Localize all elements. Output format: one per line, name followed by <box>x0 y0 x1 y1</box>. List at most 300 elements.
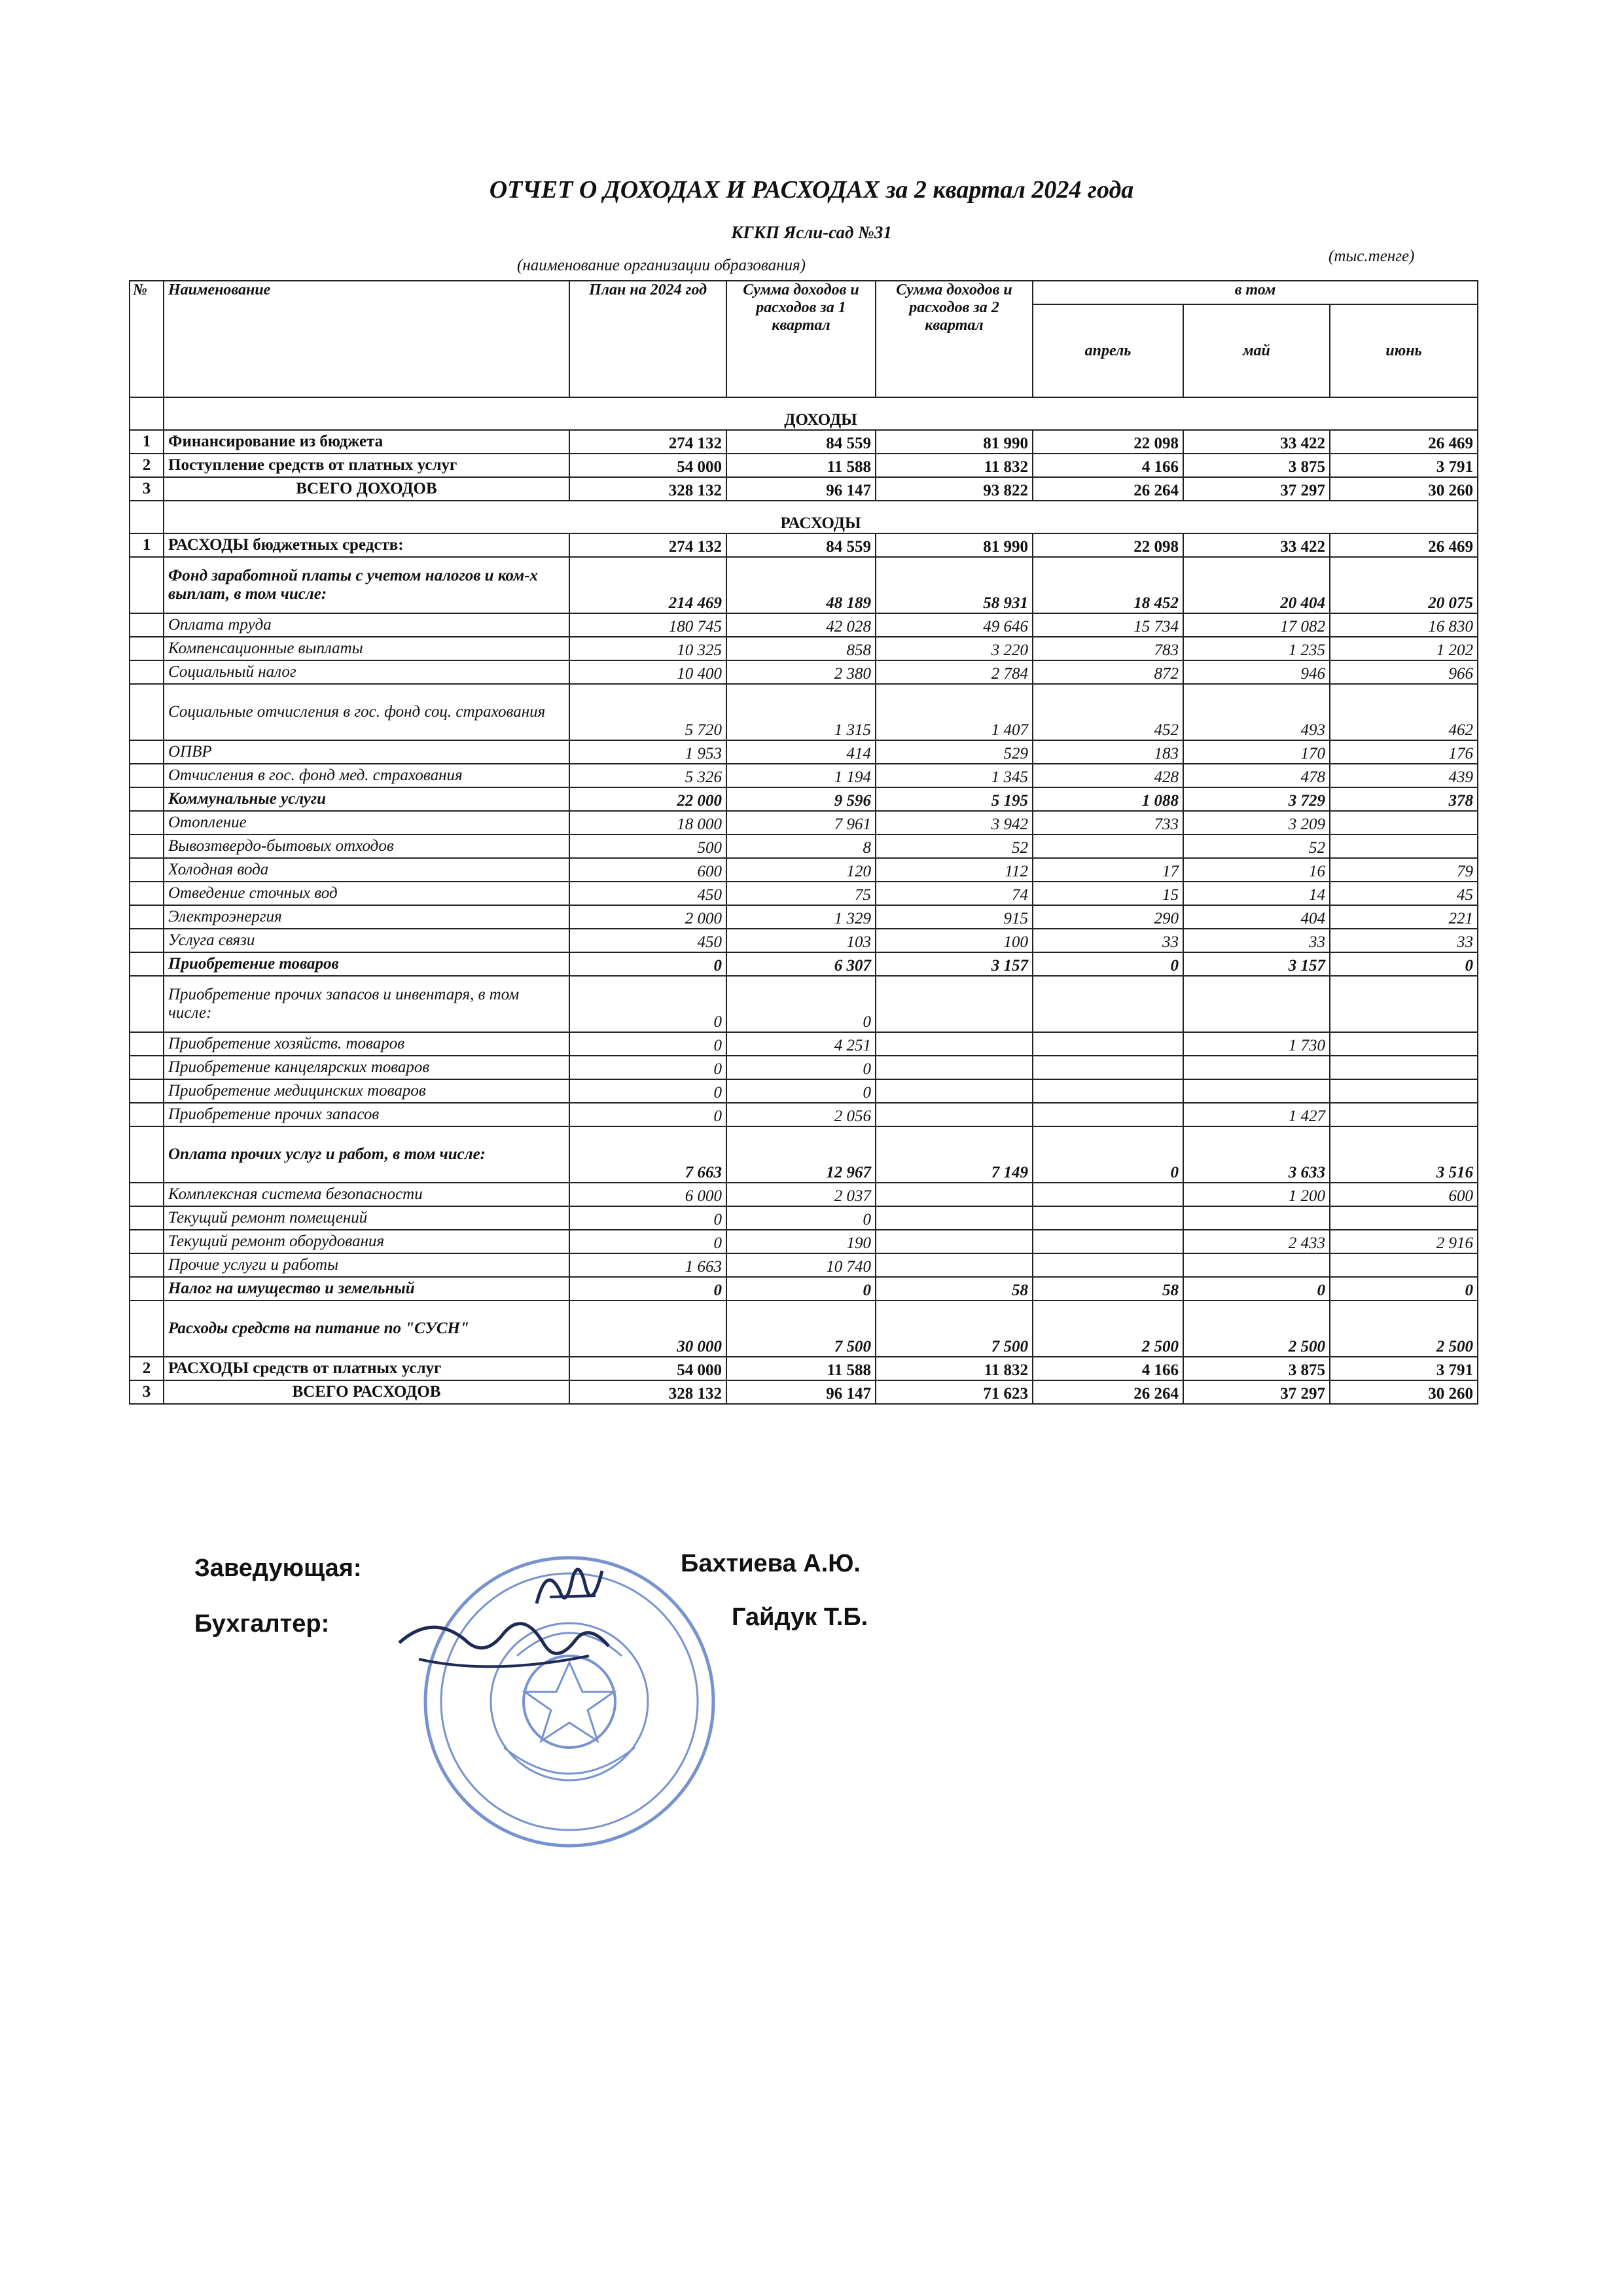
cell-q2: 100 <box>876 929 1033 952</box>
table-row <box>130 834 1478 858</box>
cell-plan: 18 000 <box>569 811 726 834</box>
cell-q2: 58 <box>876 1277 1033 1300</box>
table-row <box>130 858 1478 882</box>
cell-plan: 500 <box>569 834 726 858</box>
cell-no <box>130 1126 164 1183</box>
cell-may: 493 <box>1183 684 1330 740</box>
cell-no <box>130 1032 164 1056</box>
cell-name: Коммунальные услуги <box>164 787 569 811</box>
cell-name: Оплата труда <box>164 613 569 637</box>
cell-may <box>1183 1056 1330 1079</box>
accountant-name: Гайдук Т.Б. <box>732 1604 868 1631</box>
cell-apr: 58 <box>1033 1277 1183 1300</box>
cell-may: 16 <box>1183 858 1330 882</box>
table-row <box>130 1277 1478 1300</box>
cell-apr: 17 <box>1033 858 1183 882</box>
cell-plan: 5 720 <box>569 684 726 740</box>
units-label: (тыс.тенге) <box>1329 247 1415 265</box>
cell-name: Электроэнергия <box>164 905 569 929</box>
cell-apr: 0 <box>1033 952 1183 976</box>
cell-no <box>130 684 164 740</box>
accountant-role-label: Бухгалтер: <box>194 1610 330 1638</box>
cell-no <box>130 976 164 1032</box>
cell-apr <box>1033 1183 1183 1206</box>
cell-q2: 112 <box>876 858 1033 882</box>
table-row <box>130 1206 1478 1230</box>
cell-no: 1 <box>130 430 164 454</box>
cell-q1: 11 588 <box>726 1357 876 1380</box>
expense-section-title: РАСХОДЫ <box>164 501 1478 533</box>
cell-jun: 3 516 <box>1330 1126 1478 1183</box>
table-row <box>130 454 1478 477</box>
cell-plan: 1 953 <box>569 740 726 764</box>
table-row <box>130 929 1478 952</box>
cell-q1: 7 500 <box>726 1300 876 1357</box>
cell-no <box>130 1103 164 1126</box>
cell-may: 3 729 <box>1183 787 1330 811</box>
cell-q1: 11 588 <box>726 454 876 477</box>
cell-may: 3 875 <box>1183 1357 1330 1380</box>
cell-q2 <box>876 1206 1033 1230</box>
cell-apr: 15 <box>1033 882 1183 905</box>
table-row <box>130 477 1478 501</box>
cell-q1: 96 147 <box>726 1380 876 1404</box>
cell-plan: 0 <box>569 1230 726 1253</box>
cell-name: Услуга связи <box>164 929 569 952</box>
cell-may: 404 <box>1183 905 1330 929</box>
cell-no <box>130 929 164 952</box>
cell-no <box>130 1253 164 1277</box>
cell-jun <box>1330 1079 1478 1103</box>
cell-plan: 600 <box>569 858 726 882</box>
table-row <box>130 1300 1478 1357</box>
table-row <box>130 976 1478 1032</box>
cell-may: 14 <box>1183 882 1330 905</box>
cell-name: Приобретение прочих запасов <box>164 1103 569 1126</box>
cell-q2: 7 149 <box>876 1126 1033 1183</box>
cell-name: Текущий ремонт оборудования <box>164 1230 569 1253</box>
cell-q2: 3 157 <box>876 952 1033 976</box>
cell-q1: 0 <box>726 976 876 1032</box>
cell-apr: 872 <box>1033 660 1183 684</box>
cell-may: 1 200 <box>1183 1183 1330 1206</box>
cell-plan: 22 000 <box>569 787 726 811</box>
cell-jun: 0 <box>1330 1277 1478 1300</box>
organization-caption: (наименование организации образования) <box>517 257 806 274</box>
cell-no <box>130 1277 164 1300</box>
cell-may: 946 <box>1183 660 1330 684</box>
cell-apr: 783 <box>1033 637 1183 660</box>
table-row <box>130 430 1478 454</box>
cell-may: 1 235 <box>1183 637 1330 660</box>
cell-q1: 84 559 <box>726 533 876 557</box>
report-table <box>129 280 1478 1405</box>
cell-jun: 966 <box>1330 660 1478 684</box>
cell-plan: 0 <box>569 952 726 976</box>
table-row <box>130 1126 1478 1183</box>
cell-name: Отопление <box>164 811 569 834</box>
cell-no <box>130 834 164 858</box>
cell-jun: 20 075 <box>1330 557 1478 613</box>
cell-name: Прочие услуги и работы <box>164 1253 569 1277</box>
cell-q2: 5 195 <box>876 787 1033 811</box>
cell-q1: 9 596 <box>726 787 876 811</box>
cell-name: Оплата прочих услуг и работ, в том числе: <box>164 1126 569 1183</box>
cell-no <box>130 905 164 929</box>
cell-q1: 0 <box>726 1206 876 1230</box>
cell-no: 2 <box>130 1357 164 1380</box>
cell-plan: 0 <box>569 1079 726 1103</box>
cell-may: 2 500 <box>1183 1300 1330 1357</box>
cell-q2: 3 942 <box>876 811 1033 834</box>
income-rows <box>130 430 1478 501</box>
cell-q1: 2 380 <box>726 660 876 684</box>
head-name: Бахтиева А.Ю. <box>681 1550 861 1577</box>
cell-apr: 1 088 <box>1033 787 1183 811</box>
cell-q1: 1 194 <box>726 764 876 787</box>
cell-q2: 915 <box>876 905 1033 929</box>
cell-jun: 2 500 <box>1330 1300 1478 1357</box>
cell-no <box>130 1079 164 1103</box>
cell-q2: 1 407 <box>876 684 1033 740</box>
report-title: ОТЧЕТ О ДОХОДАХ И РАСХОДАХ за 2 квартал 2024 года <box>489 176 1134 204</box>
cell-no <box>130 1183 164 1206</box>
table-row <box>130 1230 1478 1253</box>
cell-q2: 81 990 <box>876 533 1033 557</box>
cell-apr: 733 <box>1033 811 1183 834</box>
cell-apr: 4 166 <box>1033 1357 1183 1380</box>
cell-apr <box>1033 1032 1183 1056</box>
cell-q1: 0 <box>726 1079 876 1103</box>
cell-may: 33 422 <box>1183 430 1330 454</box>
table-row <box>130 740 1478 764</box>
cell-jun: 462 <box>1330 684 1478 740</box>
cell-apr: 2 500 <box>1033 1300 1183 1357</box>
cell-jun <box>1330 1253 1478 1277</box>
cell-jun: 30 260 <box>1330 477 1478 501</box>
cell-q2: 81 990 <box>876 430 1033 454</box>
cell-name: Приобретение прочих запасов и инвентаря, в том числе: <box>164 976 569 1032</box>
cell-plan: 274 132 <box>569 430 726 454</box>
cell-name: Социальные отчисления в гос. фонд соц. страхования <box>164 684 569 740</box>
cell-name: Приобретение медицинских товаров <box>164 1079 569 1103</box>
cell-q1: 84 559 <box>726 430 876 454</box>
cell-may: 52 <box>1183 834 1330 858</box>
cell-may: 17 082 <box>1183 613 1330 637</box>
cell-q2 <box>876 1103 1033 1126</box>
cell-q2: 1 345 <box>876 764 1033 787</box>
cell-no <box>130 613 164 637</box>
cell-may: 3 875 <box>1183 454 1330 477</box>
cell-name: Отведение сточных вод <box>164 882 569 905</box>
cell-apr: 22 098 <box>1033 533 1183 557</box>
cell-name: Расходы средств на питание по "СУСН" <box>164 1300 569 1357</box>
cell-jun: 0 <box>1330 952 1478 976</box>
cell-apr <box>1033 1230 1183 1253</box>
cell-no <box>130 811 164 834</box>
table-row <box>130 660 1478 684</box>
cell-no <box>130 740 164 764</box>
cell-jun: 79 <box>1330 858 1478 882</box>
expense-rows <box>130 533 1478 1404</box>
col-header-q2: Сумма доходов и расходов за 2 квартал <box>876 281 1033 397</box>
accountant-signature-scribble <box>393 1607 615 1679</box>
cell-q1: 103 <box>726 929 876 952</box>
table-row <box>130 557 1478 613</box>
cell-no <box>130 660 164 684</box>
cell-jun <box>1330 834 1478 858</box>
cell-may: 3 209 <box>1183 811 1330 834</box>
cell-q1: 858 <box>726 637 876 660</box>
cell-name: Поступление средств от платных услуг <box>164 454 569 477</box>
col-header-no: № <box>130 281 164 397</box>
cell-apr: 18 452 <box>1033 557 1183 613</box>
cell-plan: 2 000 <box>569 905 726 929</box>
cell-jun: 33 <box>1330 929 1478 952</box>
cell-plan: 180 745 <box>569 613 726 637</box>
cell-jun: 1 202 <box>1330 637 1478 660</box>
cell-q1: 0 <box>726 1056 876 1079</box>
cell-name: Финансирование из бюджета <box>164 430 569 454</box>
cell-q2: 74 <box>876 882 1033 905</box>
cell-jun <box>1330 1056 1478 1079</box>
col-header-group: в том <box>1033 281 1478 304</box>
cell-name: Холодная вода <box>164 858 569 882</box>
header-row <box>130 281 1478 304</box>
cell-q1: 1 315 <box>726 684 876 740</box>
cell-jun: 221 <box>1330 905 1478 929</box>
cell-jun: 16 830 <box>1330 613 1478 637</box>
cell-q1: 7 961 <box>726 811 876 834</box>
cell-q1: 0 <box>726 1277 876 1300</box>
cell-may: 1 427 <box>1183 1103 1330 1126</box>
cell-q1: 4 251 <box>726 1032 876 1056</box>
income-section-row <box>130 397 1478 430</box>
cell-q2: 71 623 <box>876 1380 1033 1404</box>
cell-plan: 0 <box>569 1056 726 1079</box>
cell-plan: 0 <box>569 1206 726 1230</box>
cell-name: Социальный налог <box>164 660 569 684</box>
cell-jun: 26 469 <box>1330 533 1478 557</box>
col-header-q1: Сумма доходов и расходов за 1 квартал <box>726 281 876 397</box>
cell-apr: 0 <box>1033 1126 1183 1183</box>
cell-plan: 54 000 <box>569 1357 726 1380</box>
cell-q2: 49 646 <box>876 613 1033 637</box>
cell-plan: 1 663 <box>569 1253 726 1277</box>
table-row <box>130 811 1478 834</box>
cell-may: 170 <box>1183 740 1330 764</box>
cell-plan: 214 469 <box>569 557 726 613</box>
cell-no <box>130 557 164 613</box>
cell-q2 <box>876 1032 1033 1056</box>
cell-q2: 2 784 <box>876 660 1033 684</box>
cell-no: 1 <box>130 533 164 557</box>
cell-q1: 10 740 <box>726 1253 876 1277</box>
cell-q1: 1 329 <box>726 905 876 929</box>
cell-name: Отчисления в гос. фонд мед. страхования <box>164 764 569 787</box>
table-row <box>130 882 1478 905</box>
cell-q1: 2 037 <box>726 1183 876 1206</box>
cell-q2: 58 931 <box>876 557 1033 613</box>
cell-name: Вывозтвердо-бытовых отходов <box>164 834 569 858</box>
cell-jun: 3 791 <box>1330 1357 1478 1380</box>
table-row <box>130 905 1478 929</box>
table-row <box>130 1183 1478 1206</box>
cell-q2: 7 500 <box>876 1300 1033 1357</box>
cell-plan: 450 <box>569 929 726 952</box>
cell-apr <box>1033 976 1183 1032</box>
cell-jun: 45 <box>1330 882 1478 905</box>
cell-q1: 96 147 <box>726 477 876 501</box>
cell-q1: 120 <box>726 858 876 882</box>
cell-apr: 428 <box>1033 764 1183 787</box>
cell-jun: 600 <box>1330 1183 1478 1206</box>
table-row <box>130 613 1478 637</box>
cell-name: Приобретение хозяйств. товаров <box>164 1032 569 1056</box>
col-header-may: май <box>1183 304 1330 397</box>
cell-q2: 11 832 <box>876 454 1033 477</box>
col-header-name: Наименование <box>164 281 569 397</box>
cell-may: 3 633 <box>1183 1126 1330 1183</box>
cell-plan: 10 325 <box>569 637 726 660</box>
cell-name: РАСХОДЫ средств от платных услуг <box>164 1357 569 1380</box>
cell-no <box>130 1206 164 1230</box>
cell-plan: 10 400 <box>569 660 726 684</box>
cell-q2 <box>876 976 1033 1032</box>
cell-apr: 290 <box>1033 905 1183 929</box>
cell-name: Компенсационные выплаты <box>164 637 569 660</box>
cell-apr: 15 734 <box>1033 613 1183 637</box>
cell-may: 478 <box>1183 764 1330 787</box>
cell-apr <box>1033 834 1183 858</box>
cell-jun: 439 <box>1330 764 1478 787</box>
cell-may <box>1183 1253 1330 1277</box>
cell-apr <box>1033 1253 1183 1277</box>
cell-no <box>130 1230 164 1253</box>
table-row <box>130 1253 1478 1277</box>
cell-no <box>130 1056 164 1079</box>
col-header-plan: План на 2024 год <box>569 281 726 397</box>
cell-may: 33 <box>1183 929 1330 952</box>
cell-jun <box>1330 1206 1478 1230</box>
cell-jun: 30 260 <box>1330 1380 1478 1404</box>
cell-q1: 190 <box>726 1230 876 1253</box>
table-row <box>130 1056 1478 1079</box>
cell-may: 1 730 <box>1183 1032 1330 1056</box>
cell-plan: 328 132 <box>569 1380 726 1404</box>
cell-name: Комплексная система безопасности <box>164 1183 569 1206</box>
cell-plan: 0 <box>569 1032 726 1056</box>
cell-may <box>1183 1079 1330 1103</box>
cell-q1: 8 <box>726 834 876 858</box>
cell-q1: 414 <box>726 740 876 764</box>
cell-apr: 33 <box>1033 929 1183 952</box>
expense-section-row <box>130 501 1478 533</box>
cell-q2 <box>876 1253 1033 1277</box>
cell-plan: 54 000 <box>569 454 726 477</box>
cell-may <box>1183 976 1330 1032</box>
cell-no <box>130 787 164 811</box>
cell-jun <box>1330 1032 1478 1056</box>
cell-apr <box>1033 1206 1183 1230</box>
cell-q2: 52 <box>876 834 1033 858</box>
cell-q1: 6 307 <box>726 952 876 976</box>
cell-name: РАСХОДЫ бюджетных средств: <box>164 533 569 557</box>
table-row <box>130 684 1478 740</box>
table-row <box>130 1103 1478 1126</box>
cell-apr <box>1033 1056 1183 1079</box>
cell-jun <box>1330 1103 1478 1126</box>
cell-q1: 42 028 <box>726 613 876 637</box>
cell-no <box>130 637 164 660</box>
cell-name: ВСЕГО ДОХОДОВ <box>164 477 569 501</box>
cell-q1: 12 967 <box>726 1126 876 1183</box>
cell-apr: 452 <box>1033 684 1183 740</box>
cell-q2 <box>876 1056 1033 1079</box>
cell-q2 <box>876 1079 1033 1103</box>
cell-plan: 274 132 <box>569 533 726 557</box>
cell-q2: 11 832 <box>876 1357 1033 1380</box>
cell-q1: 48 189 <box>726 557 876 613</box>
cell-jun: 26 469 <box>1330 430 1478 454</box>
cell-q1: 2 056 <box>726 1103 876 1126</box>
cell-may: 0 <box>1183 1277 1330 1300</box>
cell-plan: 5 326 <box>569 764 726 787</box>
cell-name: Приобретение канцелярских товаров <box>164 1056 569 1079</box>
cell-may: 37 297 <box>1183 1380 1330 1404</box>
cell-jun <box>1330 811 1478 834</box>
cell-apr: 183 <box>1033 740 1183 764</box>
cell-jun <box>1330 976 1478 1032</box>
cell-q2 <box>876 1230 1033 1253</box>
cell-plan: 0 <box>569 976 726 1032</box>
cell-jun: 378 <box>1330 787 1478 811</box>
cell-no <box>130 764 164 787</box>
cell-apr: 22 098 <box>1033 430 1183 454</box>
cell-plan: 450 <box>569 882 726 905</box>
cell-q2 <box>876 1183 1033 1206</box>
table-row <box>130 1032 1478 1056</box>
cell-name: ОПВР <box>164 740 569 764</box>
table-row <box>130 764 1478 787</box>
cell-name: Текущий ремонт помещений <box>164 1206 569 1230</box>
cell-apr: 26 264 <box>1033 1380 1183 1404</box>
cell-no: 3 <box>130 1380 164 1404</box>
cell-may <box>1183 1206 1330 1230</box>
table-row <box>130 952 1478 976</box>
cell-may: 3 157 <box>1183 952 1330 976</box>
cell-name: Налог на имущество и земельный <box>164 1277 569 1300</box>
cell-apr <box>1033 1103 1183 1126</box>
cell-no <box>130 858 164 882</box>
cell-q1: 75 <box>726 882 876 905</box>
cell-no: 3 <box>130 477 164 501</box>
table-row <box>130 637 1478 660</box>
cell-name: Приобретение товаров <box>164 952 569 976</box>
cell-apr: 4 166 <box>1033 454 1183 477</box>
col-header-june: июнь <box>1330 304 1478 397</box>
cell-name: Фонд заработной платы с учетом налогов и ком-х выплат, в том числе: <box>164 557 569 613</box>
cell-jun: 3 791 <box>1330 454 1478 477</box>
cell-apr <box>1033 1079 1183 1103</box>
cell-plan: 6 000 <box>569 1183 726 1206</box>
table-row <box>130 1079 1478 1103</box>
income-section-title: ДОХОДЫ <box>164 397 1478 430</box>
cell-q2: 529 <box>876 740 1033 764</box>
cell-may: 37 297 <box>1183 477 1330 501</box>
head-role-label: Заведующая: <box>194 1554 362 1582</box>
cell-jun: 176 <box>1330 740 1478 764</box>
